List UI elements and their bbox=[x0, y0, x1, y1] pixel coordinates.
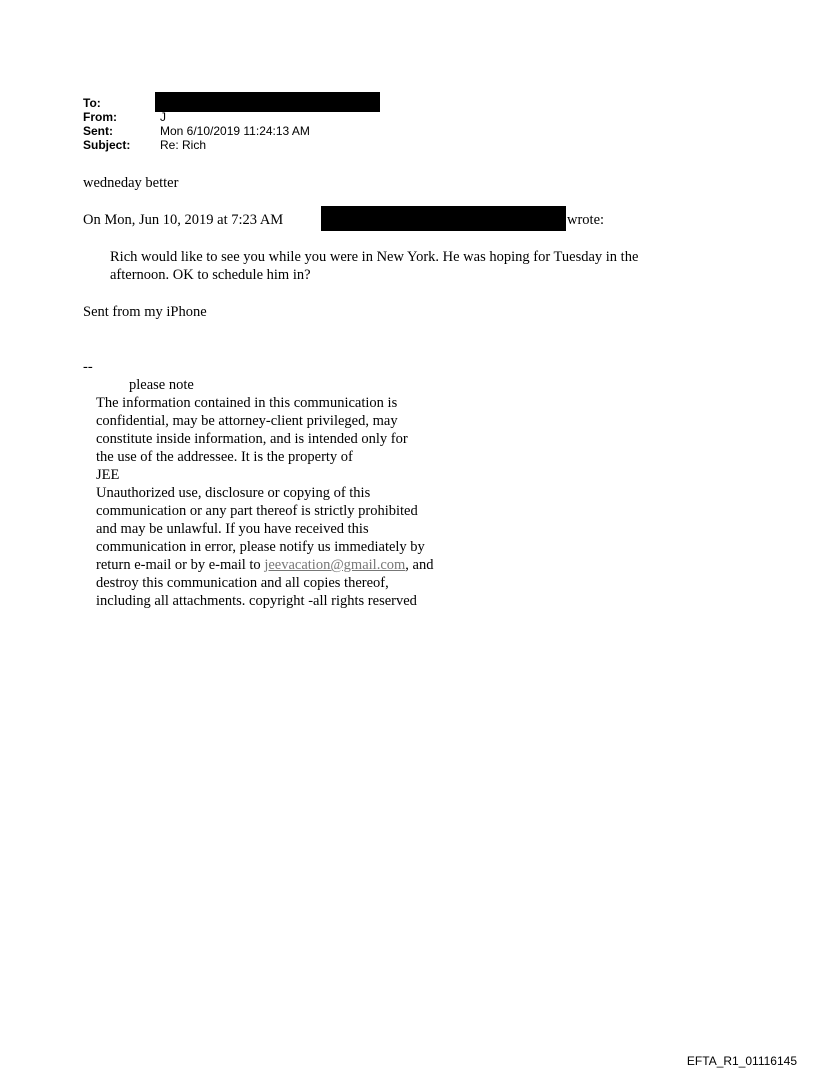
separator: -- bbox=[83, 359, 93, 375]
sent-value: Mon 6/10/2019 11:24:13 AM bbox=[160, 124, 310, 138]
reply-text: wedneday better bbox=[83, 175, 179, 191]
disclaimer-line: JEE bbox=[96, 467, 120, 483]
quoted-message bbox=[110, 248, 638, 284]
disclaimer-text bbox=[96, 394, 433, 610]
quote-intro-prefix: On Mon, Jun 10, 2019 at 7:23 AM bbox=[83, 212, 284, 228]
disclaimer-line: The information contained in this communication is bbox=[96, 395, 398, 411]
quote-intro-suffix: wrote: bbox=[567, 212, 605, 228]
disclaimer-line: including all attachments. copyright -all rights reserved bbox=[96, 593, 417, 609]
disclaimer-line: communication or any part thereof is strictly prohibited bbox=[96, 503, 418, 519]
sender-redaction bbox=[321, 206, 566, 231]
signature: Sent from my iPhone bbox=[83, 304, 207, 320]
quoted-line: Rich would like to see you while you were in New York. He was hoping for Tuesday in the bbox=[110, 249, 639, 265]
email-line-suffix: , and bbox=[405, 557, 434, 573]
disclaimer-line: Unauthorized use, disclosure or copying of this bbox=[96, 485, 371, 501]
from-label: From: bbox=[83, 110, 117, 124]
from-row bbox=[83, 111, 166, 124]
email-line-prefix: return e-mail or by e-mail to bbox=[96, 557, 265, 573]
disclaimer-email-line bbox=[96, 556, 433, 574]
to-redaction bbox=[155, 92, 380, 112]
to-row bbox=[83, 97, 160, 110]
sent-row bbox=[83, 125, 310, 138]
sent-label: Sent: bbox=[83, 124, 113, 138]
from-value: J bbox=[160, 110, 166, 124]
disclaimer-line: the use of the addressee. It is the property of bbox=[96, 449, 353, 465]
subject-label: Subject: bbox=[83, 138, 131, 152]
disclaimer-note: please note bbox=[129, 377, 194, 393]
disclaimer-line: constitute inside information, and is intended only for bbox=[96, 431, 408, 447]
document-id: EFTA_R1_01116145 bbox=[686, 1054, 797, 1068]
disclaimer-line: destroy this communication and all copies thereof, bbox=[96, 575, 389, 591]
subject-row bbox=[83, 139, 206, 152]
quoted-line: afternoon. OK to schedule him in? bbox=[110, 267, 311, 283]
disclaimer-line: communication in error, please notify us immediately by bbox=[96, 539, 425, 555]
disclaimer-line: and may be unlawful. If you have received this bbox=[96, 521, 369, 537]
subject-value: Re: Rich bbox=[160, 138, 207, 152]
email-link[interactable]: jeevacation@gmail.com bbox=[264, 557, 406, 573]
to-label: To: bbox=[83, 96, 101, 110]
disclaimer-line: confidential, may be attorney-client privileged, may bbox=[96, 413, 398, 429]
